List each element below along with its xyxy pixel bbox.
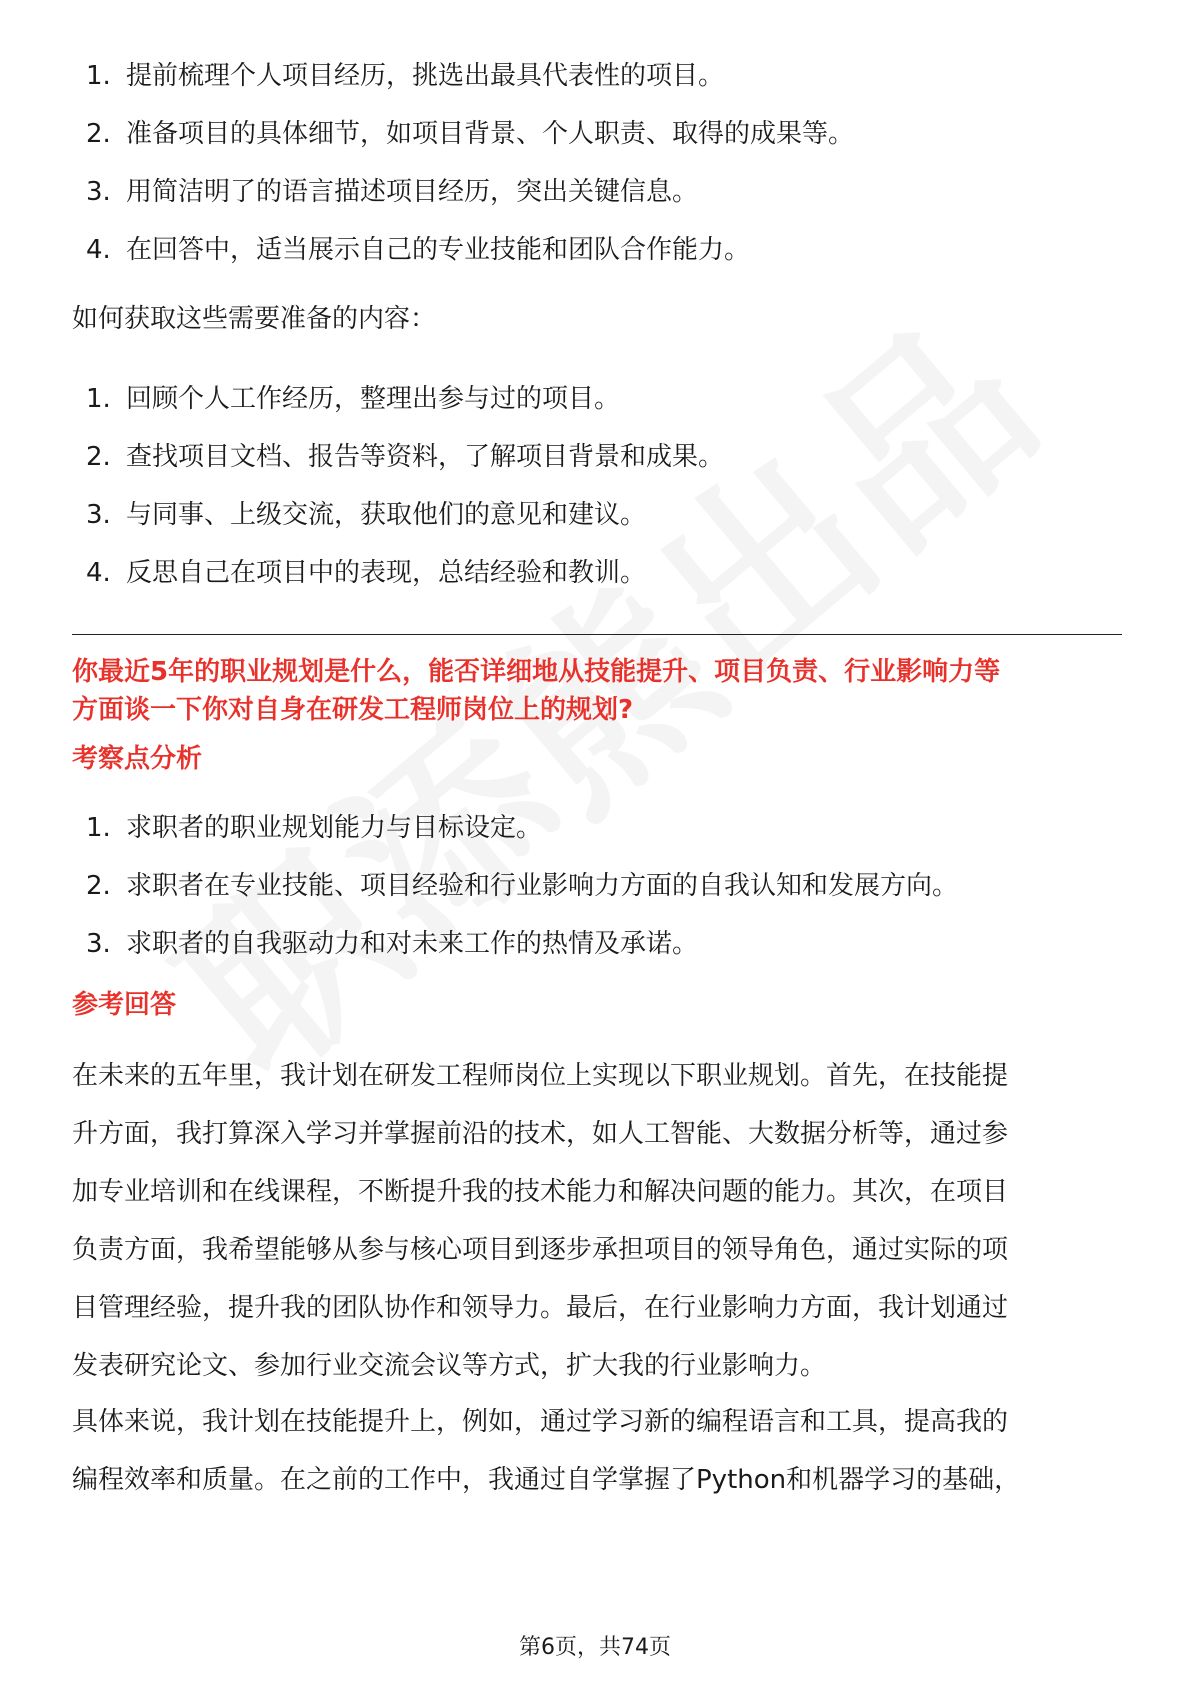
question-line: 方面谈一下你对自身在研发工程师岗位上的规划? — [72, 695, 634, 725]
paragraph-line: 升方面，我打算深入学习并掌握前沿的技术，如人工智能、大数据分析等，通过参 — [72, 1119, 1009, 1149]
list-number: 4. — [86, 558, 111, 588]
list-item — [72, 926, 1122, 962]
analysis-title-block — [72, 740, 1122, 778]
list-number: 4. — [86, 235, 111, 265]
list-item — [72, 116, 1122, 152]
list-item — [72, 381, 1122, 417]
list-text: 查找项目文档、报告等资料，了解项目背景和成果。 — [126, 442, 725, 472]
list-text: 求职者的自我驱动力和对未来工作的热情及承诺。 — [126, 929, 699, 959]
list-item — [72, 232, 1122, 268]
question-block — [72, 653, 1122, 729]
list-item — [72, 868, 1122, 904]
list-text: 与同事、上级交流，获取他们的意见和建议。 — [126, 500, 647, 530]
answer-title-block — [72, 986, 1122, 1024]
list-text: 求职者在专业技能、项目经验和行业影响力方面的自我认知和发展方向。 — [126, 871, 959, 901]
paragraph-line: 负责方面，我希望能够从参与核心项目到逐步承担项目的领导角色，通过实际的项 — [72, 1235, 1009, 1265]
paragraph-line: 加专业培训和在线课程，不断提升我的技术能力和解决问题的能力。其次，在项目 — [72, 1177, 1009, 1207]
list-item — [72, 439, 1122, 475]
paragraph-line: 在未来的五年里，我计划在研发工程师岗位上实现以下职业规划。首先，在技能提 — [72, 1061, 1009, 1091]
list-text: 反思自己在项目中的表现，总结经验和教训。 — [126, 558, 647, 588]
prep-list — [72, 58, 1122, 290]
list-item — [72, 497, 1122, 533]
answer-paragraph-2 — [72, 1393, 1122, 1509]
list-text: 求职者的职业规划能力与目标设定。 — [126, 813, 543, 843]
how-to-get-heading-block — [72, 301, 1122, 337]
paragraph-line: 发表研究论文、参加行业交流会议等方式，扩大我的行业影响力。 — [72, 1351, 827, 1381]
answer-title: 参考回答 — [72, 990, 177, 1020]
document-page — [72, 0, 1122, 1684]
list-number: 1. — [86, 384, 111, 414]
list-number: 2. — [86, 442, 111, 472]
list-text: 在回答中，适当展示自己的专业技能和团队合作能力。 — [126, 235, 751, 265]
list-number: 2. — [86, 871, 111, 901]
list-number: 2. — [86, 119, 111, 149]
list-text: 用简洁明了的语言描述项目经历，突出关键信息。 — [126, 177, 699, 207]
list-text: 提前梳理个人项目经历，挑选出最具代表性的项目。 — [126, 61, 725, 91]
list-item — [72, 174, 1122, 210]
source-list — [72, 381, 1122, 613]
analysis-list — [72, 810, 1122, 984]
paragraph-line: 编程效率和质量。在之前的工作中，我通过自学掌握了Python和机器学习的基础， — [72, 1465, 1021, 1495]
list-number: 3. — [86, 177, 111, 207]
list-number: 1. — [86, 61, 111, 91]
list-text: 准备项目的具体细节，如项目背景、个人职责、取得的成果等。 — [126, 119, 855, 149]
question-line: 你最近5年的职业规划是什么，能否详细地从技能提升、项目负责、行业影响力等 — [72, 657, 1001, 687]
paragraph-line: 具体来说，我计划在技能提升上，例如，通过学习新的编程语言和工具，提高我的 — [72, 1407, 1009, 1437]
page-footer: 第6页，共74页 — [519, 1635, 671, 1660]
section-divider — [72, 634, 1122, 635]
list-item — [72, 810, 1122, 846]
analysis-title: 考察点分析 — [72, 744, 203, 774]
list-text: 回顾个人工作经历，整理出参与过的项目。 — [126, 384, 621, 414]
list-number: 1. — [86, 813, 111, 843]
paragraph-line: 目管理经验，提升我的团队协作和领导力。最后，在行业影响力方面，我计划通过 — [72, 1293, 1009, 1323]
list-item — [72, 555, 1122, 591]
answer-paragraph-1 — [72, 1047, 1122, 1395]
list-item — [72, 58, 1122, 94]
list-number: 3. — [86, 929, 111, 959]
list-number: 3. — [86, 500, 111, 530]
how-to-get-heading: 如何获取这些需要准备的内容： — [72, 304, 437, 334]
